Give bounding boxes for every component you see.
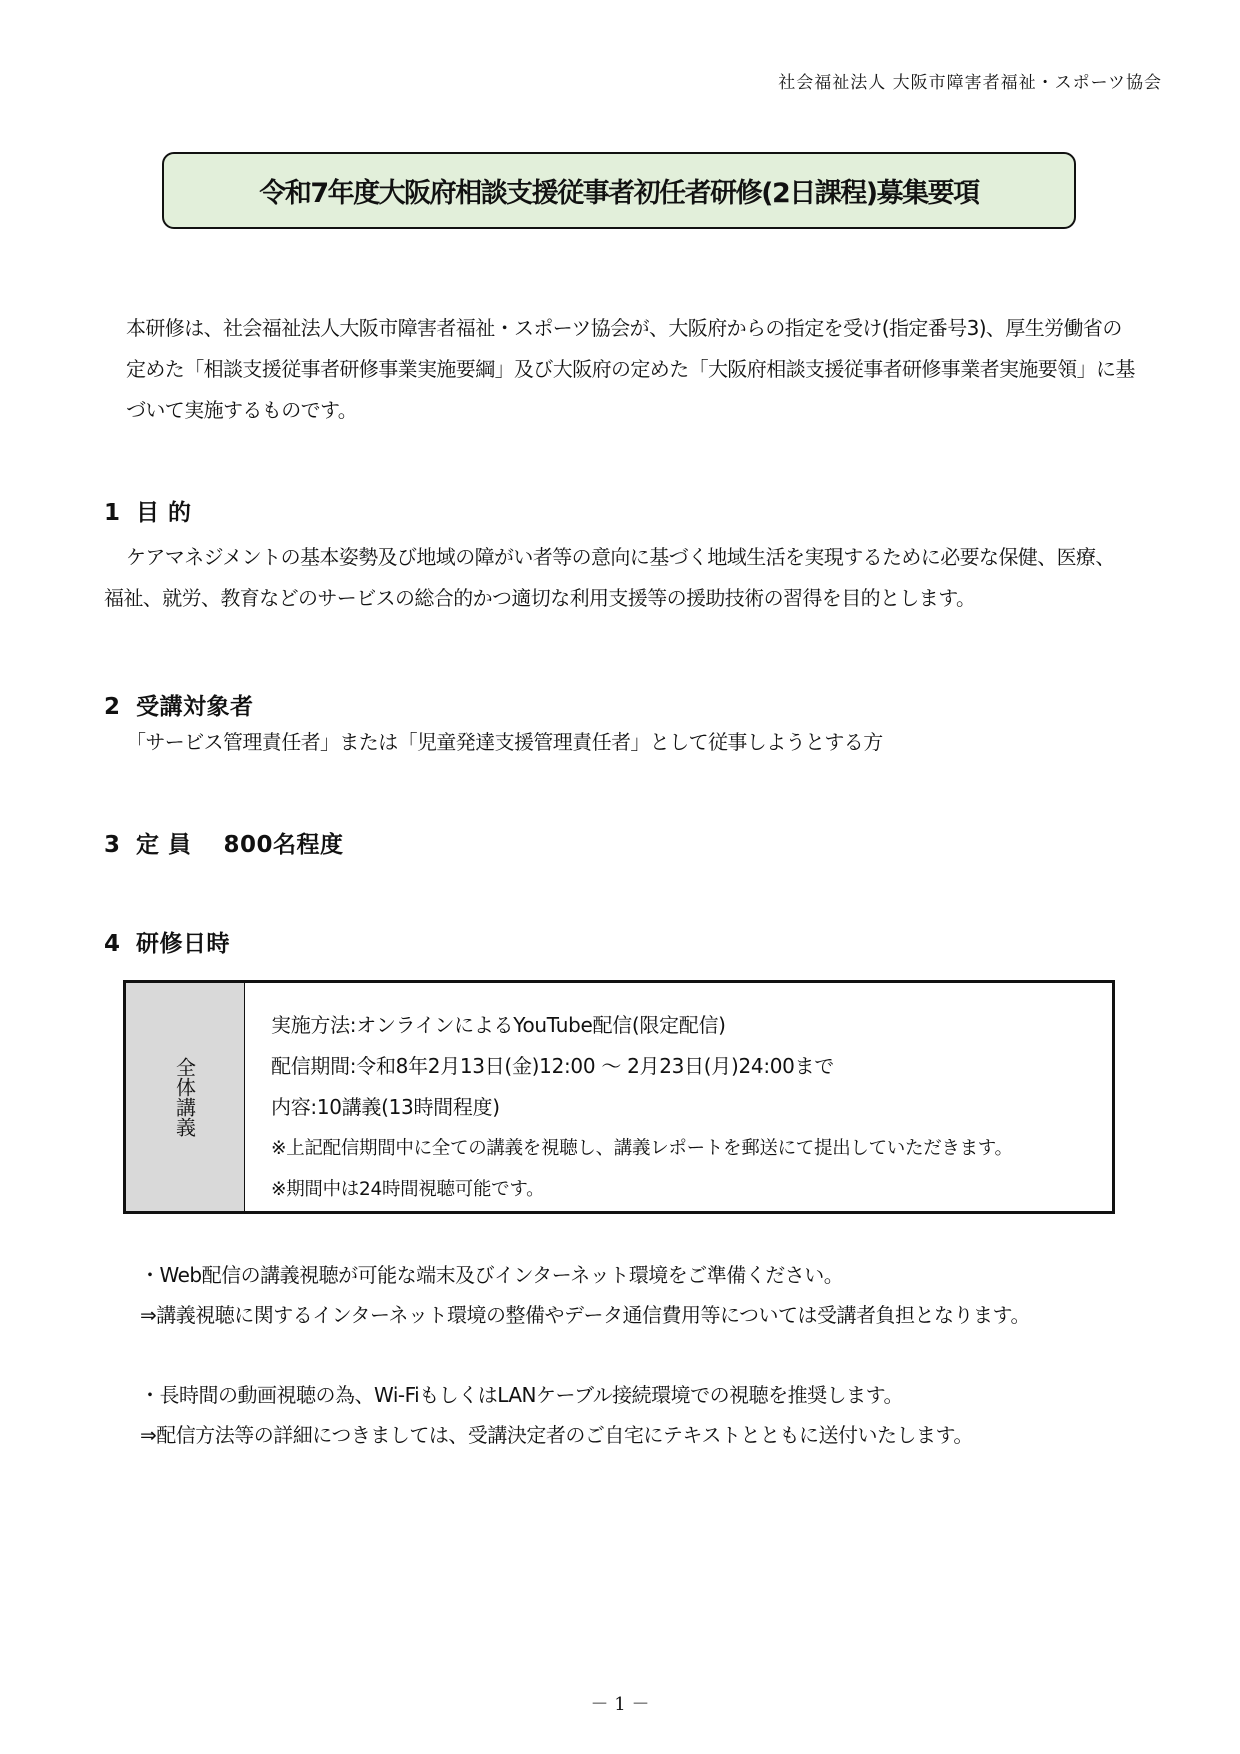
report-note: ※上記配信期間中に全ての講義を視聴し、講義レポートを郵送にて提出していただきます。 [271, 1138, 1013, 1159]
title-box [162, 152, 1076, 229]
content-summary: 内容:10講義(13時間程度) [271, 1095, 500, 1119]
section-3-heading [104, 826, 344, 859]
capacity-value: 800名程度 [223, 832, 344, 858]
document-title: 令和7年度大阪府相談支援従事者初任者研修(2日課程)募集要項 [259, 178, 979, 209]
note-bullet: ・長時間の動画視聴の為、Wi-FiもしくはLANケーブル接続環境での視聴を推奨します。 [140, 1383, 904, 1407]
table-content-cell [245, 983, 1112, 1211]
section-number: 4 [104, 931, 121, 957]
section-number: 1 [104, 500, 121, 526]
viewing-note: ※期間中は24時間視聴可能です。 [271, 1179, 545, 1200]
section-title: 受講対象者 [136, 694, 254, 720]
schedule-table [123, 980, 1115, 1214]
note-block-1 [140, 1255, 1030, 1335]
page-number: － 1 － [590, 1694, 650, 1715]
purpose-line: ケアマネジメントの基本姿勢及び地域の障がい者等の意向に基づく地域生活を実現するために必要な保健、医療、 [126, 545, 1115, 569]
note-arrow: ⇒配信方法等の詳細につきましては、受講決定者のご自宅にテキストとともに送付いたします。 [140, 1423, 973, 1447]
section-2-heading [104, 688, 254, 721]
table-label-cell [126, 983, 245, 1211]
organization-header: 社会福祉法人 大阪市障害者福祉・スポーツ協会 [778, 73, 1162, 93]
section-1-body [104, 537, 1115, 619]
delivery-method: 実施方法:オンラインによるYouTube配信(限定配信) [271, 1013, 726, 1037]
note-block-2 [140, 1375, 973, 1455]
section-title: 目 的 [136, 500, 192, 526]
intro-line: 定めた「相談支援従事者研修事業実施要綱」及び大阪府の定めた「大阪府相談支援従事者研修事業者実施要領」に基 [126, 357, 1135, 381]
note-arrow: ⇒講義視聴に関するインターネット環境の整備やデータ通信費用等については受講者負担となります。 [140, 1303, 1030, 1327]
purpose-line: 福祉、就労、教育などのサービスの総合的かつ適切な利用支援等の援助技術の習得を目的とします。 [104, 586, 976, 610]
section-1-heading [104, 494, 192, 527]
section-2-body [126, 722, 883, 763]
section-number: 3 [104, 832, 121, 858]
section-4-heading [104, 925, 230, 958]
section-number: 2 [104, 694, 121, 720]
table-label: 全体講義 [172, 1057, 197, 1137]
section-title: 研修日時 [136, 931, 230, 957]
intro-paragraph [126, 308, 1135, 431]
section-title: 定 員 [136, 832, 192, 858]
note-bullet: ・Web配信の講義視聴が可能な端末及びインターネット環境をご準備ください。 [140, 1263, 844, 1287]
intro-line: づいて実施するものです。 [126, 398, 358, 422]
delivery-period: 配信期間:令和8年2月13日(金)12:00 ～ 2月23日(月)24:00まで [271, 1054, 835, 1078]
intro-line: 本研修は、社会福祉法人大阪市障害者福祉・スポーツ協会が、大阪府からの指定を受け(指定番号3)、厚生労働省の [126, 316, 1122, 340]
target-line: 「サービス管理責任者」または「児童発達支援管理責任者」として従事しようとする方 [126, 730, 883, 754]
